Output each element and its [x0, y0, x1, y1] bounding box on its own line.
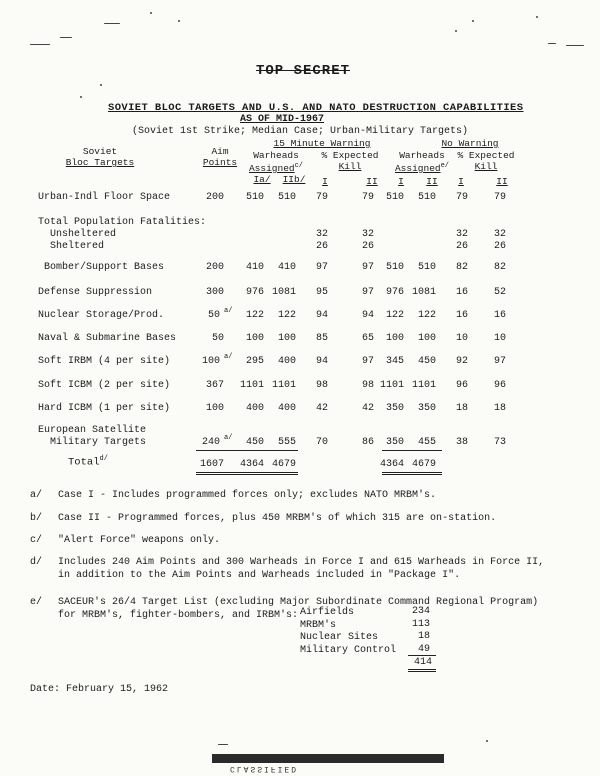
expected-kill-header: % Expected Kill	[321, 150, 379, 172]
table-cell: 200	[205, 262, 224, 273]
row-label: Soft ICBM (2 per site)	[38, 380, 171, 391]
saceur-item-name: Nuclear Sites	[300, 632, 379, 643]
footnote-text: "Alert Force" weapons only.	[58, 535, 221, 546]
table-cell: 94	[361, 310, 374, 321]
expected-kill-nw-header: % Expected Kill	[457, 150, 515, 172]
document-subtitle: (Soviet 1st Strike; Median Case; Urban-Military Targets)	[132, 126, 469, 137]
footnote-key: d/	[30, 557, 43, 568]
footnote-text: SACEUR's 26/4 Target List (excluding Major Subordinate Command Regional Program)	[58, 597, 539, 608]
table-cell: 410	[277, 262, 296, 273]
table-cell: 82	[455, 262, 468, 273]
table-cell: 95	[315, 287, 328, 298]
table-cell: 450	[245, 437, 264, 448]
table-cell: 367	[205, 380, 224, 391]
total-rule	[196, 450, 298, 451]
table-cell: 97	[493, 356, 506, 367]
total-nw-warheads-ii: 4679	[411, 459, 436, 470]
row-label: Sheltered	[38, 241, 105, 252]
table-cell: 32	[361, 229, 374, 240]
saceur-item-value: 113	[411, 618, 430, 630]
table-cell: 26	[493, 241, 506, 252]
table-cell: 85	[315, 333, 328, 344]
table-cell: 26	[315, 241, 328, 252]
row-label: Hard ICBM (1 per site)	[38, 403, 171, 414]
table-cell: 1101	[271, 380, 296, 391]
table-cell: 26	[455, 241, 468, 252]
table-cell: 976	[245, 287, 264, 298]
footnote-text: for MRBM's, fighter-bombers, and IRBM's:	[58, 610, 299, 621]
row-label: Unsheltered	[38, 229, 117, 240]
table-cell: 86	[361, 437, 374, 448]
table-cell: 122	[417, 310, 436, 321]
saceur-item-name: Military Control	[300, 644, 397, 656]
table-cell: 510	[277, 192, 296, 203]
table-cell: 122	[385, 310, 404, 321]
table-cell: 32	[455, 229, 468, 240]
table-cell: 410	[245, 262, 264, 273]
col-nw-kii-header: II	[496, 176, 508, 187]
aim-footnote-ref: a/	[224, 353, 233, 361]
table-cell: 350	[385, 437, 404, 448]
table-cell: 79	[361, 192, 374, 203]
total-aim-points: 1607	[199, 459, 224, 470]
table-cell: 97	[361, 262, 374, 273]
total-warheads-i: 4364	[239, 459, 264, 470]
fifteen-minute-warning-header: 15 Minute Warning	[273, 138, 371, 149]
table-cell: 295	[245, 356, 264, 367]
table-cell: 100	[201, 356, 220, 367]
table-cell: 18	[455, 403, 468, 414]
no-warning-header: No Warning	[441, 138, 499, 149]
table-cell: 70	[315, 437, 328, 448]
table-cell: 32	[493, 229, 506, 240]
table-cell: 16	[493, 310, 506, 321]
document-date: Date: February 15, 1962	[30, 684, 169, 695]
table-cell: 65	[361, 333, 374, 344]
col-ii-header: II	[366, 176, 378, 187]
table-cell: 200	[205, 192, 224, 203]
table-cell: 450	[417, 356, 436, 367]
table-cell: 50	[211, 333, 224, 344]
table-cell: 16	[455, 310, 468, 321]
table-cell: 1081	[411, 287, 436, 298]
table-cell: 96	[455, 380, 468, 391]
table-cell: 510	[385, 192, 404, 203]
table-cell: 1101	[239, 380, 264, 391]
table-cell: 92	[455, 356, 468, 367]
as-of-date: AS OF MID-1967	[240, 114, 325, 125]
aim-footnote-ref: a/	[224, 434, 233, 442]
table-cell: 122	[277, 310, 296, 321]
row-label: Military Targets	[38, 437, 147, 448]
table-cell: 100	[205, 403, 224, 414]
table-cell: 100	[277, 333, 296, 344]
table-cell: 1101	[411, 380, 436, 391]
table-cell: 82	[493, 262, 506, 273]
table-cell: 555	[277, 437, 296, 448]
row-label: Defense Suppression	[38, 287, 153, 298]
table-cell: 79	[315, 192, 328, 203]
table-cell: 400	[277, 403, 296, 414]
table-cell: 50	[207, 310, 220, 321]
table-cell: 510	[385, 262, 404, 273]
table-cell: 73	[493, 437, 506, 448]
table-cell: 79	[493, 192, 506, 203]
table-cell: 26	[361, 241, 374, 252]
footnote-text: Includes 240 Aim Points and 300 Warheads in Force I and 615 Warheads in Force II,	[58, 557, 545, 568]
table-cell: 510	[417, 262, 436, 273]
warheads-assigned-header: Warheads Assigned$^{c/}$	[248, 150, 303, 175]
row-label: Urban-Indl Floor Space	[38, 192, 171, 203]
document-title: SOVIET BLOC TARGETS AND U.S. AND NATO DESTRUCTION CAPABILITIES	[108, 102, 524, 114]
footnote-key: c/	[30, 535, 43, 546]
warheads-assigned-nw-header: Warheads Assigned$^{e/}$	[394, 150, 449, 175]
saceur-item-name: MRBM's	[300, 619, 337, 631]
table-cell: 97	[361, 287, 374, 298]
table-cell: 100	[245, 333, 264, 344]
saceur-item-value: 49	[417, 643, 430, 655]
footnote-key: a/	[30, 490, 43, 501]
table-cell: 16	[455, 287, 468, 298]
table-cell: 510	[245, 192, 264, 203]
table-cell: 240	[201, 437, 220, 448]
table-cell: 32	[315, 229, 328, 240]
col-iib-header: IIb/	[282, 174, 306, 185]
table-cell: 38	[455, 437, 468, 448]
footnote-text: in addition to the Aim Points and Warheads included in "Package I".	[58, 570, 461, 581]
row-label: Bomber/Support Bases	[38, 262, 165, 273]
table-cell: 350	[417, 403, 436, 414]
table-cell: 122	[245, 310, 264, 321]
saceur-item-name: Airfields	[300, 607, 355, 618]
bottom-stamp-bar	[212, 754, 444, 763]
table-cell: 100	[417, 333, 436, 344]
table-cell: 1101	[379, 380, 404, 391]
table-cell: 42	[315, 403, 328, 414]
soviet-bloc-targets-header: Soviet Bloc Targets	[65, 146, 135, 168]
row-label: Total Population Fatalities:	[38, 217, 207, 228]
saceur-total: 414	[413, 657, 432, 668]
row-label: European Satellite	[38, 425, 147, 436]
col-nw-ii-header: II	[426, 176, 438, 187]
table-cell: 976	[385, 287, 404, 298]
table-cell: 42	[361, 403, 374, 414]
row-label: Naval & Submarine Bases	[38, 333, 177, 344]
saceur-item-value: 234	[411, 606, 430, 617]
saceur-item-value: 18	[417, 631, 430, 642]
table-cell: 96	[493, 380, 506, 391]
table-cell: 94	[315, 310, 328, 321]
table-cell: 345	[385, 356, 404, 367]
footnote-text: Case I - Includes programmed forces only; excludes NATO MRBM's.	[58, 490, 437, 501]
table-cell: 98	[315, 380, 328, 391]
total-rule-nw	[382, 450, 442, 451]
classification-stamp: TOP SECRET	[256, 63, 351, 79]
table-cell: 510	[417, 192, 436, 203]
table-cell: 400	[245, 403, 264, 414]
col-nw-i-header: I	[398, 176, 404, 187]
table-cell: 97	[361, 356, 374, 367]
table-cell: 1081	[271, 287, 296, 298]
col-nw-ki-header: I	[458, 176, 464, 187]
footnote-key: e/	[30, 597, 43, 608]
table-cell: 350	[385, 403, 404, 414]
table-cell: 10	[455, 333, 468, 344]
bottom-stamp-text: CLASSIFIED	[230, 764, 299, 773]
col-i-header: I	[322, 176, 328, 187]
col-ia-header: Ia/	[253, 174, 271, 185]
table-cell: 94	[315, 356, 328, 367]
footnote-key: b/	[30, 513, 43, 524]
aim-points-header: Aim Points	[202, 146, 238, 168]
total-warheads-ii: 4679	[271, 459, 296, 470]
aim-footnote-ref: a/	[224, 307, 233, 315]
row-label: Nuclear Storage/Prod.	[38, 310, 165, 321]
footnote-text: Case II - Programmed forces, plus 450 MRBM's of which 315 are on-station.	[58, 513, 497, 524]
row-label: Soft IRBM (4 per site)	[38, 356, 171, 367]
table-cell: 98	[361, 380, 374, 391]
total-label: Total$^{d/}$	[68, 455, 108, 469]
table-cell: 400	[277, 356, 296, 367]
table-cell: 100	[385, 333, 404, 344]
table-cell: 10	[493, 333, 506, 344]
table-cell: 52	[493, 287, 506, 298]
table-cell: 18	[493, 403, 506, 414]
total-nw-warheads-i: 4364	[379, 459, 404, 470]
table-cell: 455	[417, 437, 436, 448]
table-cell: 97	[315, 262, 328, 273]
table-cell: 79	[455, 192, 468, 203]
table-cell: 300	[205, 287, 224, 298]
